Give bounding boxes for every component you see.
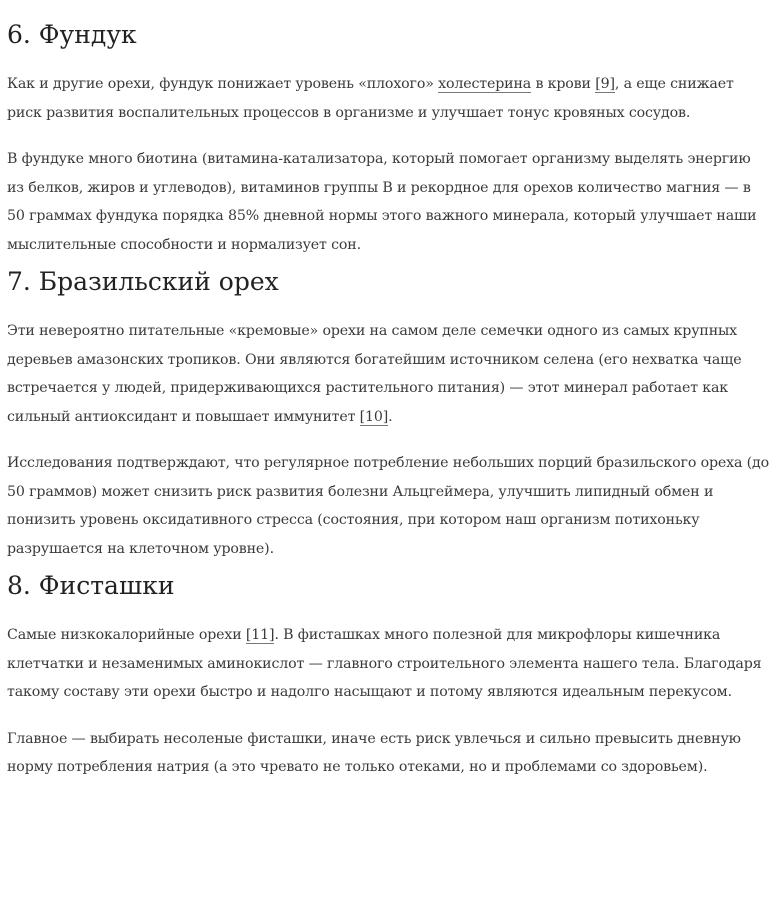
text-run: Эти невероятно питательные «кремовые» орехи на самом деле семечки одного из самых крупных деревьев амазонских тропиков. Они являются богатейшим источником селена (его нехватка чаще встречается у людей, придерживающихся растительного питания) — этот минерал работает как сильный антиоксидант и повышает иммунитет bbox=[7, 323, 742, 425]
text-run: в крови bbox=[531, 76, 596, 92]
section-heading-hazelnut: 6. Фундук bbox=[7, 20, 137, 49]
citation-link-11[interactable]: [11] bbox=[245, 627, 275, 643]
paragraph-hazelnut-1 bbox=[7, 70, 770, 127]
paragraph-brazil-nut-2: Исследования подтверждают, что регулярное потребление небольших порций бразильского ореха (до 50 граммов) может снизить риск развития болезни Альцгеймера, улучшить липидный обмен и понизить уровень оксидативного стресса (состояния, при котором наш организм потихоньку разрушается на клеточном уровне). bbox=[7, 455, 770, 557]
text-run: . bbox=[388, 408, 393, 425]
citation-link-9[interactable]: [9] bbox=[595, 76, 615, 92]
section-heading-brazil-nut: 7. Бразильский орех bbox=[7, 267, 279, 296]
section-heading-pistachios: 8. Фисташки bbox=[7, 571, 175, 600]
paragraph-pistachios-2: Главное — выбирать несоленые фисташки, иначе есть риск увлечься и сильно превысить дневную норму потребления натрия (а это чревато не только отеками, но и проблемами со здоровьем). bbox=[7, 730, 741, 775]
text-run: . В фисташках много полезной для микрофлоры кишечника клетчатки и незаменимых аминокислот — главного строительного элемента нашего тела. Благодаря такому составу эти орехи быстро и надолго насыщают и потому являются идеальным перекусом. bbox=[7, 627, 762, 700]
text-run: Как и другие орехи, фундук понижает уровень «плохого» bbox=[7, 76, 439, 92]
cholesterol-link[interactable]: холестерина bbox=[438, 76, 532, 92]
text-run: , а еще снижает риск развития воспалительных процессов в организме и улучшает тонус кровяных сосудов. bbox=[7, 76, 734, 121]
text-run: Самые низкокалорийные орехи bbox=[7, 627, 246, 643]
paragraph-hazelnut-2: В фундуке много биотина (витамина-катализатора, который помогает организму выделять энергию из белков, жиров и углеводов), витаминов группы В и рекордное для орехов количество магния — в 50 граммах фундука порядка 85% дневной нормы этого важного минерала, который улучшает наши мыслительные способности и нормализует сон. bbox=[7, 151, 757, 253]
paragraph-pistachios-1 bbox=[7, 621, 770, 707]
paragraph-brazil-nut-1 bbox=[7, 317, 770, 431]
citation-link-10[interactable]: [10] bbox=[359, 408, 389, 425]
